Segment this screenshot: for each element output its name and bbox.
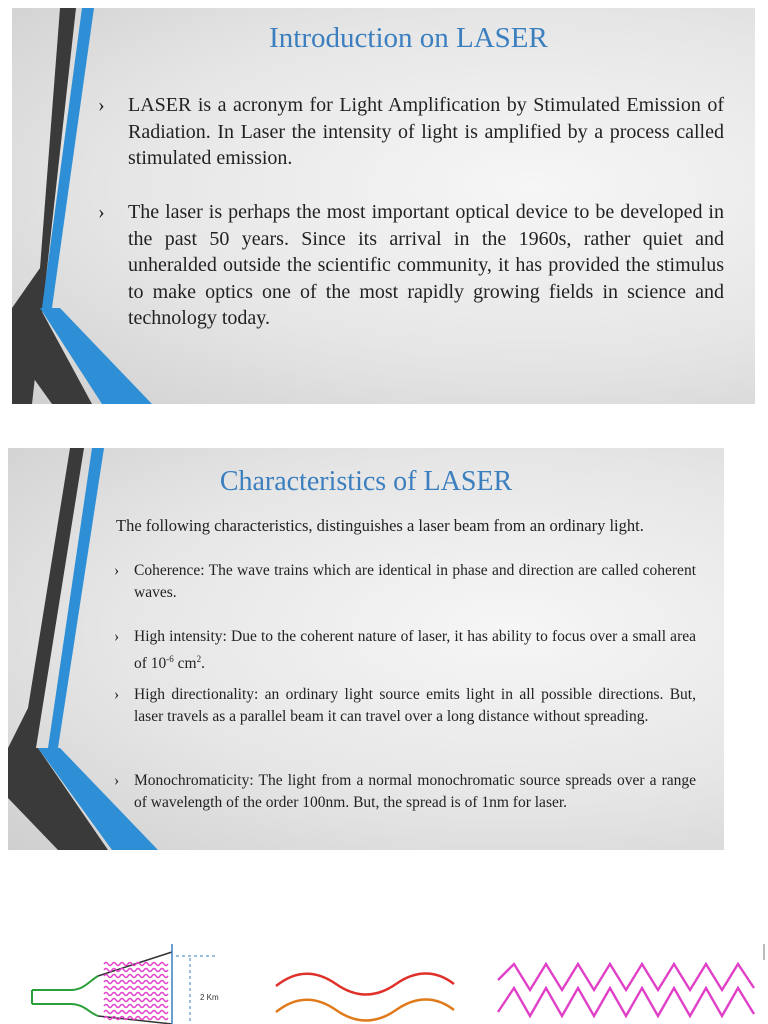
coherent-wave-red — [276, 974, 454, 995]
bullet-text: High intensity: Due to the coherent nature of laser, it has ability to focus over a small area of $10^{-6}$ $cm^2$. — [134, 628, 696, 673]
list-item — [114, 770, 696, 814]
beam-wave — [104, 993, 168, 996]
beam-wave — [104, 999, 168, 1002]
bullet-marker: › — [114, 628, 120, 645]
bullet-marker: › — [98, 94, 105, 116]
intro-text: The following characteristics, distinguishes a laser beam from an ordinary light. — [116, 516, 644, 535]
incoherent-waves — [498, 964, 754, 1016]
bullet-text: Monochromaticity: The light from a normal monochromatic source spreads over a range of wavelength of the order 100nm. But, the spread is of 1nm for laser. — [134, 772, 696, 811]
list-item — [114, 560, 696, 604]
slide-introduction — [12, 8, 755, 404]
slide-characteristics — [8, 448, 724, 850]
bullet-marker: › — [114, 686, 120, 703]
beam-wave — [104, 1011, 168, 1014]
list-item — [114, 684, 696, 728]
beam-wave — [104, 975, 168, 978]
beam-wave — [104, 963, 168, 966]
list-item — [98, 199, 724, 332]
beam-wave — [104, 1005, 168, 1008]
list-item — [114, 626, 696, 675]
bullet-marker: › — [114, 772, 120, 789]
beam-wave — [104, 981, 168, 984]
bullet-text: High directionality: an ordinary light source emits light in all possible directions. But, laser travels as a parallel beam it can travel over a long distance without spreading. — [134, 686, 696, 725]
bullet-text: The laser is perhaps the most important optical device to be developed in the past 50 years. Since its arrival in the 1960s, rather quiet and unheralded outside the scientific community, it has provided the stimulus to make optics one of the most rapidly growing fields in science and technology today. — [128, 201, 724, 329]
coherent-wave-orange — [276, 1000, 454, 1021]
bullet-text: LASER is a acronym for Light Amplification by Stimulated Emission of Radiation. In Laser the intensity of light is amplified by a process called stimulated emission. — [128, 94, 724, 169]
page-title: Characteristics of LASER — [219, 466, 513, 497]
page-title: Introduction on LASER — [269, 22, 548, 54]
bullet-marker: › — [98, 201, 105, 223]
bullet-marker: › — [114, 562, 120, 579]
beam-divergence-diagram — [32, 944, 219, 1024]
beam-wave — [104, 987, 168, 990]
laser-illustrations — [0, 930, 768, 1024]
distance-label: 2 Km — [200, 993, 219, 1002]
list-item — [98, 92, 724, 172]
bullet-text: Coherence: The wave trains which are identical in phase and direction are called coherent waves. — [134, 562, 696, 601]
